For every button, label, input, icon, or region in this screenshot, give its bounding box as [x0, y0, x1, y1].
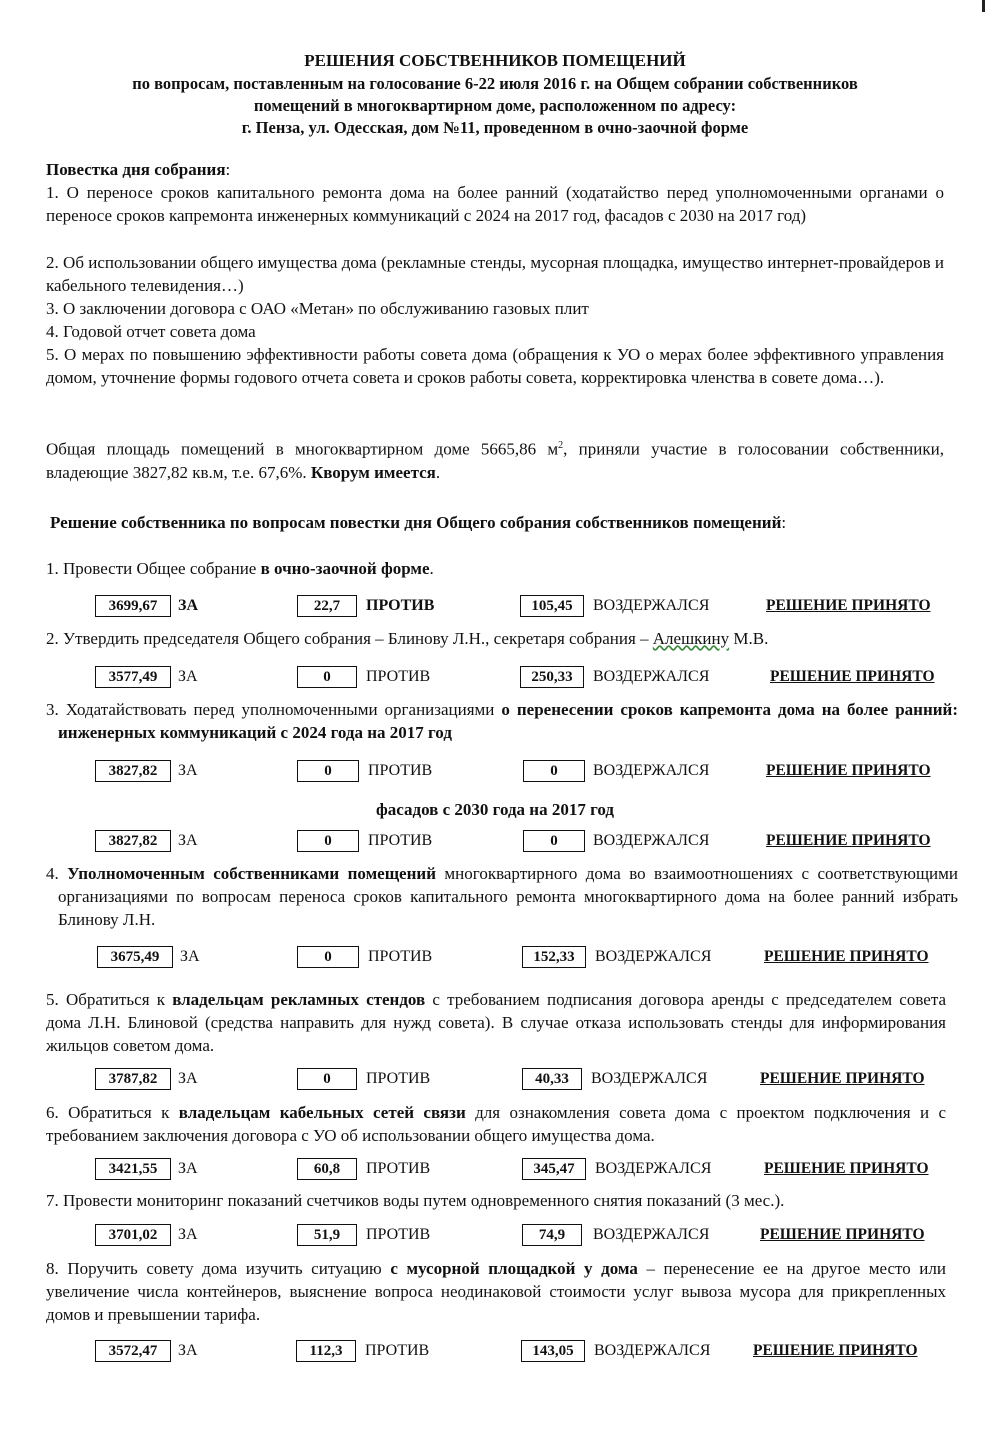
vote-for-value: 3675,49: [97, 946, 173, 968]
vote-against-value: 0: [297, 666, 357, 688]
vote-for-label: ЗА: [178, 832, 198, 849]
vote-for-label: ЗА: [178, 1160, 198, 1177]
vote-against-label: ПРОТИВ: [366, 1070, 431, 1087]
vote-row-4: [0, 946, 990, 970]
vote-row-7: [0, 1224, 990, 1248]
vote-abstain-value: 250,33: [520, 666, 584, 688]
vote-against-value: 0: [297, 760, 359, 782]
question-8: 8. Поручить совету дома изучить ситуацию с мусорной площадкой у дома – перенесение ее на другое место или увеличение числа контейнеров, выяснение вопроса неодинаковой стоимости услуг вывоза мусора для прикрепленных домов и превышении тарифа.: [46, 1259, 946, 1324]
question-4: 4. Уполномоченным собственниками помещений многоквартирного дома во взаимоотношениях с соответствующими организациями по вопросам переноса сроков капитального ремонта многоквартирного дома на более ранний избрать Блинову Л.Н.: [46, 864, 959, 929]
question-5: 5. Обратиться к владельцам рекламных стендов с требованием подписания договора аренды с председателем совета дома Л.Н. Блиновой (средства направить для нужд совета). В случае отказа использовать стенды для информирования жильцов советом дома.: [46, 990, 946, 1055]
vote-against-value: 0: [297, 946, 359, 968]
vote-against-value: 22,7: [297, 595, 357, 617]
vote-for-value: 3699,67: [95, 595, 171, 617]
vote-for-value: 3787,82: [95, 1068, 171, 1090]
agenda-item-3: 3. О заключении договора с ОАО «Метан» по обслуживанию газовых плит: [46, 299, 589, 318]
agenda-item-5: 5. О мерах по повышению эффективности работы совета дома (обращения к УО о мерах более эффективного управления домом, уточнение формы годового отчета совета и сроков работы совета, корректировка членства в совете дома…).: [46, 345, 944, 387]
result-label: РЕШЕНИЕ ПРИНЯТО: [766, 597, 931, 614]
result-label: РЕШЕНИЕ ПРИНЯТО: [760, 1226, 925, 1243]
vote-for-label: ЗА: [178, 1070, 198, 1087]
vote-against-label: ПРОТИВ: [365, 1342, 430, 1359]
vote-for-value: 3827,82: [95, 760, 171, 782]
vote-against-label: ПРОТИВ: [366, 668, 431, 685]
vote-row-3b: [0, 830, 990, 854]
result-label: РЕШЕНИЕ ПРИНЯТО: [760, 1070, 925, 1087]
question-7: 7. Провести мониторинг показаний счетчиков воды путем одновременного снятия показаний (3 мес.).: [46, 1191, 785, 1210]
vote-row-6: [0, 1158, 990, 1182]
vote-for-value: 3421,55: [95, 1158, 171, 1180]
vote-abstain-value: 105,45: [520, 595, 584, 617]
vote-abstain-value: 143,05: [521, 1340, 585, 1362]
result-label: РЕШЕНИЕ ПРИНЯТО: [753, 1342, 918, 1359]
vote-abstain-value: 0: [523, 830, 585, 852]
vote-for-value: 3827,82: [95, 830, 171, 852]
vote-against-label: ПРОТИВ: [366, 1226, 431, 1243]
vote-for-value: 3701,02: [95, 1224, 171, 1246]
vote-against-value: 112,3: [296, 1340, 356, 1362]
vote-abstain-label: ВОЗДЕРЖАЛСЯ: [593, 597, 710, 614]
vote-against-value: 0: [297, 1068, 357, 1090]
decisions-heading: Решение собственника по вопросам повестки дня Общего собрания собственников помещений:: [50, 513, 787, 532]
vote-abstain-label: ВОЗДЕРЖАЛСЯ: [593, 832, 710, 849]
vote-abstain-value: 74,9: [522, 1224, 582, 1246]
vote-for-label: ЗА: [178, 762, 198, 779]
result-label: РЕШЕНИЕ ПРИНЯТО: [766, 832, 931, 849]
result-label: РЕШЕНИЕ ПРИНЯТО: [766, 762, 931, 779]
page-edge-mark: [982, 0, 985, 12]
vote-against-label: ПРОТИВ: [366, 597, 435, 614]
question-3-facades: фасадов с 2030 года на 2017 год: [375, 800, 615, 819]
vote-row-2: [0, 666, 990, 690]
vote-row-5: [0, 1068, 990, 1092]
vote-abstain-value: 152,33: [522, 946, 586, 968]
vote-for-label: ЗА: [178, 668, 198, 685]
vote-abstain-label: ВОЗДЕРЖАЛСЯ: [593, 668, 710, 685]
agenda-item-2: 2. Об использовании общего имущества дома (рекламные стенды, мусорная площадка, имущество интернет-провайдеров и кабельного телевидения…): [46, 253, 944, 295]
question-1: 1. Провести Общее собрание в очно-заочной форме.: [46, 559, 434, 578]
vote-for-value: 3572,47: [95, 1340, 171, 1362]
vote-for-label: ЗА: [178, 1342, 198, 1359]
agenda-item-4: 4. Годовой отчет совета дома: [46, 322, 256, 341]
vote-abstain-label: ВОЗДЕРЖАЛСЯ: [594, 1342, 711, 1359]
vote-against-value: 60,8: [297, 1158, 357, 1180]
vote-against-label: ПРОТИВ: [368, 832, 433, 849]
document-title: РЕШЕНИЯ СОБСТВЕННИКОВ ПОМЕЩЕНИЙ: [304, 51, 686, 70]
vote-against-label: ПРОТИВ: [368, 762, 433, 779]
vote-abstain-label: ВОЗДЕРЖАЛСЯ: [595, 948, 712, 965]
vote-against-label: ПРОТИВ: [368, 948, 433, 965]
vote-abstain-value: 40,33: [522, 1068, 582, 1090]
vote-row-8: [0, 1340, 990, 1364]
area-paragraph: Общая площадь помещений в многоквартирном доме 5665,86 $м^2$, приняли участие в голосовании собственники, владеющие 3827,82 кв.м, т.е. 67,6%. Кворум имеется.: [46, 439, 944, 482]
result-label: РЕШЕНИЕ ПРИНЯТО: [770, 668, 935, 685]
result-label: РЕШЕНИЕ ПРИНЯТО: [764, 1160, 929, 1177]
vote-abstain-label: ВОЗДЕРЖАЛСЯ: [593, 1226, 710, 1243]
question-3: 3. Ходатайствовать перед уполномоченными организациями о перенесении сроков капремонта дома на более ранний: инженерных коммуникаций с 2024 года на 2017 год: [46, 700, 958, 742]
agenda-heading: Повестка дня собрания:: [46, 160, 231, 179]
vote-row-3a: [0, 760, 990, 784]
agenda-item-1: 1. О переносе сроков капитального ремонта дома на более ранний (ходатайство перед уполномоченными органами о переносе сроков капремонта инженерных коммуникаций с 2024 на 2017 год, фасадов с 2030 на 2017 год): [46, 183, 944, 225]
vote-abstain-value: 0: [523, 760, 585, 782]
vote-row-1: [0, 595, 990, 619]
vote-against-value: 0: [297, 830, 359, 852]
vote-abstain-label: ВОЗДЕРЖАЛСЯ: [595, 1160, 712, 1177]
question-6: 6. Обратиться к владельцам кабельных сетей связи для ознакомления совета дома с проектом подключения и с требованием заключения договора с УО об использовании общего имущества дома.: [46, 1103, 946, 1145]
vote-abstain-value: 345,47: [522, 1158, 586, 1180]
vote-against-label: ПРОТИВ: [366, 1160, 431, 1177]
vote-for-label: ЗА: [178, 1226, 198, 1243]
subtitle-line-2: помещений в многоквартирном доме, расположенном по адресу:: [253, 96, 737, 115]
vote-abstain-label: ВОЗДЕРЖАЛСЯ: [591, 1070, 708, 1087]
result-label: РЕШЕНИЕ ПРИНЯТО: [764, 948, 929, 965]
vote-against-value: 51,9: [297, 1224, 357, 1246]
vote-for-label: ЗА: [180, 948, 200, 965]
subtitle-line-3: г. Пенза, ул. Одесская, дом №11, проведенном в очно-заочной форме: [241, 118, 749, 137]
subtitle-line-1: по вопросам, поставленным на голосование 6-22 июля 2016 г. на Общем собрании собственников: [132, 74, 858, 93]
vote-abstain-label: ВОЗДЕРЖАЛСЯ: [593, 762, 710, 779]
vote-for-value: 3577,49: [95, 666, 171, 688]
question-2: 2. Утвердить председателя Общего собрания – Блинову Л.Н., секретаря собрания – Алешкину М.В.: [46, 629, 769, 648]
vote-for-label: ЗА: [178, 597, 198, 614]
quorum-text: Кворум имеется: [310, 462, 436, 482]
